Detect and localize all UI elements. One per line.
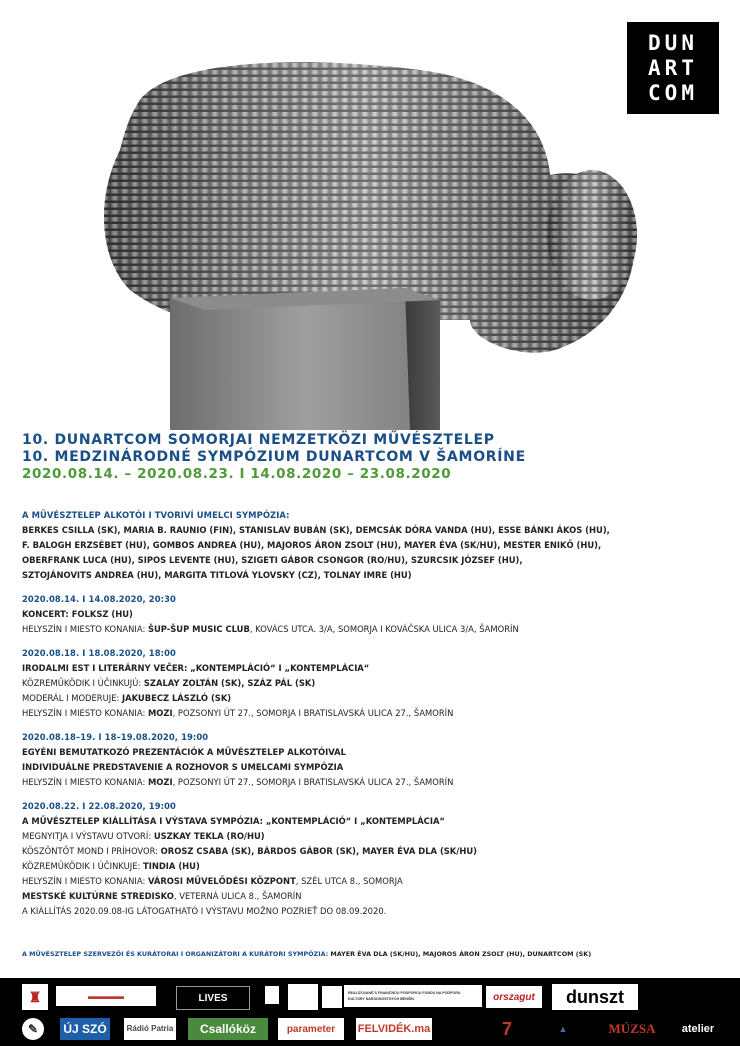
event-row-label: HELYSZÍN I MIESTO KONANIA: xyxy=(22,876,148,886)
event-row-value: INDIVIDUÁLNE PREDSTAVENIE A ROZHOVOR S UMELCAMI SYMPÓZIA xyxy=(22,762,344,772)
event-row xyxy=(22,814,722,829)
mestske-logo xyxy=(288,984,318,1010)
event-row-label: A KIÁLLÍTÁS 2020.09.08-IG LÁTOGATHATÓ I VÝSTAVU MOŽNO POZRIEŤ DO 08.09.2020. xyxy=(22,906,387,916)
event-row-value: EGYÉNI BEMUTATKOZÓ PREZENTÁCIÓK A MŰVÉSZTELEP ALKOTÓIVAL xyxy=(22,747,346,757)
event-row-label: HELYSZÍN I MIESTO KONANIA: xyxy=(22,777,148,787)
atelier-logo: atelier xyxy=(681,1023,715,1035)
event-block xyxy=(22,592,722,637)
logo-line-3: COM xyxy=(648,80,698,105)
radio-patria-logo: Rádió Patria xyxy=(124,1018,176,1040)
event-row xyxy=(22,706,722,721)
event-block xyxy=(22,646,722,721)
title-hungarian: 10. DUNARTCOM SOMORJAI NEMZETKÖZI MŰVÉSZTELEP xyxy=(22,432,495,448)
parameter-logo: parameter xyxy=(278,1018,344,1040)
artists-line: OBERFRANK LUCA (HU), SIPOS LEVENTE (HU), SZIGETI GÁBOR CSONGOR (RO/HU), SZURCSIK JÓZSEF (HU), xyxy=(22,555,523,565)
seven-logo: 7 xyxy=(501,1018,512,1039)
event-row-rest: , POZSONYI ÚT 27., SOMORJA I BRATISLAVSKÁ ULICA 27., ŠAMORÍN xyxy=(172,708,454,718)
event-row-value: USZKAY TEKLA (RO/HU) xyxy=(153,831,265,841)
event-date: 2020.08.18–19. I 18–19.08.2020, 19:00 xyxy=(22,732,209,742)
event-row-value: KONCERT: FOLKSZ (HU) xyxy=(22,609,133,619)
uj-szo-logo: ÚJ SZÓ xyxy=(60,1018,110,1040)
small-logo xyxy=(265,986,279,1004)
logo-line-2: ART xyxy=(648,55,698,80)
event-row-value: MESTSKÉ KULTÚRNE STREDISKO xyxy=(22,891,174,901)
event-row xyxy=(22,859,722,874)
event-row-label: KÖZREMŰKÖDIK I ÚČINKUJÚ: xyxy=(22,678,144,688)
event-row-label: KÖZREMŰKÖDIK I ÚČINKUJE: xyxy=(22,861,144,871)
event-row-value: TINDIA (HU) xyxy=(143,861,200,871)
event-row-label: MEGNYITJA I VÝSTAVU OTVORÍ: xyxy=(22,831,154,841)
event-row xyxy=(22,760,722,775)
hero-sculpture-image xyxy=(0,0,740,430)
artists-heading: A MŰVÉSZTELEP ALKOTÓI I TVORIVÍ UMELCI SYMPÓZIA: xyxy=(22,510,290,520)
event-date: 2020.08.22. I 22.08.2020, 19:00 xyxy=(22,801,176,811)
event-row-label: MODERÁL I MODERUJE: xyxy=(22,693,122,703)
muzsa-logo: MÚZSA xyxy=(608,1021,656,1036)
event-row xyxy=(22,745,722,760)
event-row-label: HELYSZÍN I MIESTO KONANIA: xyxy=(22,708,148,718)
sponsor-logo-bar xyxy=(0,978,740,1046)
hirek-logo: ▲ xyxy=(558,1024,568,1034)
event-row xyxy=(22,607,722,622)
event-row xyxy=(22,844,722,859)
event-row-label: KÖSZÖNTŐT MOND I PRÍHOVOR: xyxy=(22,846,161,856)
organizers-names: MAYER ÉVA DLA (SK/HU), MAJOROS ÁRON ZSOLT (HU), DUNARTCOM (SK) xyxy=(330,950,592,958)
ticket-logo xyxy=(322,986,342,1008)
event-date: 2020.08.14. I 14.08.2020, 20:30 xyxy=(22,594,176,604)
event-row-value: JAKUBECZ LÁSZLÓ (SK) xyxy=(121,693,232,703)
program-content xyxy=(22,508,722,928)
csallokoz-logo: Csallóköz xyxy=(188,1018,268,1040)
artists-line: F. BALOGH ERZSÉBET (HU), GOMBOS ANDREA (HU), MAJOROS ÁRON ZSOLT (HU), MAYER ÉVA (SK/HU), MESTER ENIKŐ (HU), xyxy=(22,540,602,550)
title-block xyxy=(22,432,722,483)
event-row-value: OROSZ CSABA (SK), BÁRDOS GÁBOR (SK), MAYER ÉVA DLA (SK/HU) xyxy=(160,846,477,856)
logo-line-1: DUN xyxy=(648,30,698,55)
event-block xyxy=(22,730,722,790)
event-row-value: SZALAY ZOLTÁN (SK), SZÁZ PÁL (SK) xyxy=(143,678,316,688)
event-row xyxy=(22,874,722,889)
event-row-value: ŠUP-ŠUP MUSIC CLUB xyxy=(147,624,250,634)
feather-logo: ✎ xyxy=(22,1018,44,1040)
event-row xyxy=(22,889,722,904)
event-row xyxy=(22,691,722,706)
artists-line: BERKES CSILLA (SK), MARIA B. RAUNIO (FIN), STANISLAV BUBÁN (SK), DEMCSÁK DÓRA VANDA (HU), ESSE BÁNKI ÁKOS (HU), xyxy=(22,525,610,535)
organizers-credit xyxy=(22,950,722,958)
orszagut-logo: orszagut xyxy=(486,986,542,1008)
coat-of-arms-logo: ♜ xyxy=(22,984,48,1010)
event-row-value: MOZI xyxy=(147,777,173,787)
event-row-value: VÁROSI MŰVELŐDÉSI KÖZPONT xyxy=(147,876,296,886)
slovak-arms-logo: ▬▬▬▬ xyxy=(56,986,156,1006)
artists-line: SZTOJÁNOVITS ANDREA (HU), MARGITA TITLOVÁ YLOVSKY (CZ), TOLNAY IMRE (HU) xyxy=(22,570,412,580)
event-block xyxy=(22,799,722,919)
title-slovak: 10. MEDZINÁRODNÉ SYMPÓZIUM DUNARTCOM V ŠAMORÍNE xyxy=(22,449,526,465)
event-row-rest: , POZSONYI ÚT 27., SOMORJA I BRATISLAVSKÁ ULICA 27., ŠAMORÍN xyxy=(172,777,454,787)
event-row-label: HELYSZÍN I MIESTO KONANIA: xyxy=(22,624,148,634)
event-row-value: IRODALMI EST I LITERÁRNY VEČER: „KONTEMPLÁCIÓ“ I „KONTEMPLÁCIA“ xyxy=(22,663,370,673)
event-row-rest: , KOVÁCS UTCA. 3/A, SOMORJA I KOVÁČSKA ULICA 3/A, ŠAMORÍN xyxy=(249,624,519,634)
artists-section xyxy=(22,508,722,583)
fund-logo: REALIZOVANÉ S FINANČNOU PODPOROU FONDU NA PODPORU KULTÚRY NÁRODNOSTNÝCH MENŠÍN xyxy=(344,985,482,1007)
event-row-value: A MŰVÉSZTELEP KIÁLLÍTÁSA I VÝSTAVA SYMPÓZIA: „KONTEMPLÁCIÓ“ I „KONTEMPLÁCIA“ xyxy=(22,816,445,826)
title-dates: 2020.08.14. – 2020.08.23. I 14.08.2020 – 23.08.2020 xyxy=(22,466,452,482)
event-row xyxy=(22,775,722,790)
dunszt-logo: dunszt xyxy=(552,984,638,1010)
event-row xyxy=(22,661,722,676)
event-row xyxy=(22,676,722,691)
event-row-rest: , SZÉL UTCA 8., SOMORJA xyxy=(295,876,403,886)
event-row-rest: , VETERNÁ ULICA 8., ŠAMORÍN xyxy=(173,891,302,901)
event-row xyxy=(22,904,722,919)
event-row-value: MOZI xyxy=(147,708,173,718)
felvidek-logo: FELVIDÉK.ma xyxy=(356,1018,432,1040)
lives-logo: LIVES xyxy=(176,986,250,1010)
event-row xyxy=(22,622,722,637)
events-list xyxy=(22,592,722,919)
event-row xyxy=(22,829,722,844)
event-date: 2020.08.18. I 18.08.2020, 18:00 xyxy=(22,648,176,658)
dunartcom-logo xyxy=(627,22,719,114)
organizers-label: A MŰVÉSZTELEP SZERVEZŐI ÉS KURÁTORAI I ORGANIZÁTORI A KURÁTORI SYMPÓZIA: xyxy=(22,950,331,958)
